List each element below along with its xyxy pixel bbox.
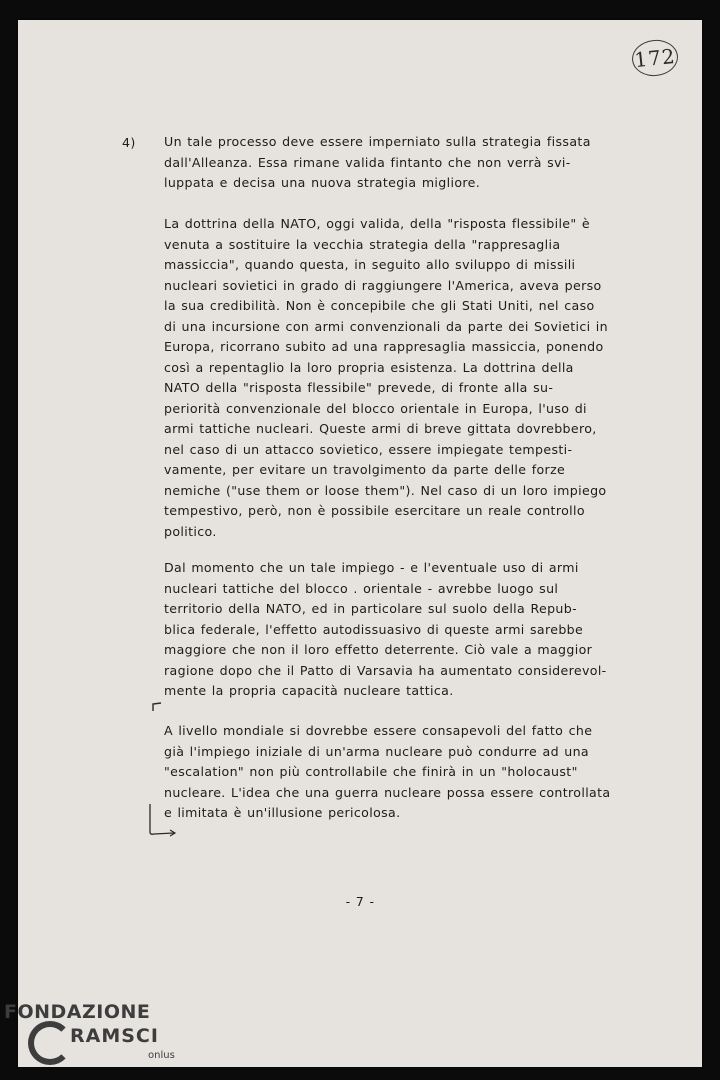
text-line: blica federale, l'effetto autodissuasivo di queste armi sarebbe (164, 621, 584, 637)
text-line: maggiore che non il loro effetto deterrente. Ciò vale a maggior (164, 642, 593, 657)
text-line: mente la propria capacità nucleare tattica. (164, 683, 454, 698)
text-line: periorità convenzionale del blocco orientale in Europa, l'uso di (164, 400, 587, 416)
text-line: nucleari sovietici in grado di raggiungere l'America, aveva perso (164, 277, 602, 293)
paragraph-4 (164, 721, 611, 824)
text-line: "escalation" non più controllabile che finirà in un "holocaust" (164, 764, 578, 779)
text-line: Un tale processo deve essere imperniato sulla strategia fissata (164, 134, 591, 149)
text-line: tempestivo, però, non è possibile esercitare un reale controllo (164, 503, 585, 518)
text-line: nucleari tattiche del blocco . orientale - avrebbe luogo sul (164, 580, 559, 596)
text-line: dall'Alleanza. Essa rimane valida fintanto che non verrà svi- (164, 154, 571, 170)
text-line: così a repentaglio la loro propria esistenza. La dottrina della (164, 359, 574, 375)
text-line: vamente, per evitare un travolgimento da parte delle forze (164, 462, 566, 477)
paragraph-3 (164, 558, 607, 702)
document-page (18, 20, 702, 1067)
text-line: politico. (164, 523, 217, 539)
text-line: NATO della "risposta flessibile" prevede, di fronte alla su- (164, 380, 554, 395)
text-line: già l'impiego iniziale di un'arma nucleare può condurre ad una (164, 743, 590, 759)
text-line: venuta a sostituire la vecchia strategia della "rappresaglia (164, 236, 561, 252)
text-line: e limitata è un'illusione pericolosa. (164, 805, 401, 820)
text-line: la sua credibilità. Non è concepibile che gli Stati Uniti, nel caso (164, 298, 595, 313)
paragraph-2 (164, 214, 608, 542)
text-line: nel caso di un attacco sovietico, essere impiegate tempesti- (164, 441, 573, 457)
text-line: armi tattiche nucleari. Queste armi di breve gittata dovrebbero, (164, 421, 597, 436)
g-logo-icon (28, 1021, 72, 1065)
text-line: nemiche ("use them or loose them"). Nel caso di un loro impiego (164, 482, 607, 498)
handwritten-margin-line (146, 802, 180, 840)
text-line: territorio della NATO, ed in particolare sul suolo della Repub- (164, 601, 577, 616)
text-line: nucleare. L'idea che una guerra nucleare possa essere controllata (164, 784, 611, 800)
text-line: luppata e decisa una nuova strategia migliore. (164, 175, 481, 190)
text-line: Europa, ricorrano subito ad una rappresaglia massiccia, ponendo (164, 339, 604, 354)
watermark-line-2: RAMSCI (70, 1025, 159, 1047)
text-line: La dottrina della NATO, oggi valida, della "risposta flessibile" è (164, 216, 590, 231)
text-line: di una incursione con armi convenzionali da parte dei Sovietici in (164, 318, 608, 334)
text-line: massiccia", quando questa, in seguito allo sviluppo di missili (164, 257, 576, 272)
page-number: - 7 - (345, 894, 375, 909)
fondazione-gramsci-watermark (4, 1001, 194, 1076)
watermark-line-1: FONDAZIONE (4, 1001, 151, 1023)
watermark-suffix: onlus (148, 1050, 175, 1061)
text-line: ragione dopo che il Patto di Varsavia ha aumentato considerevol- (164, 662, 607, 678)
text-line: A livello mondiale si dovrebbe essere consapevoli del fatto che (164, 723, 593, 738)
section-number: 4) (122, 135, 136, 150)
paragraph-1 (164, 132, 602, 194)
text-line: Dal momento che un tale impiego - e l'eventuale uso di armi (164, 560, 579, 575)
handwritten-bracket-mark (151, 702, 163, 712)
archive-number-stamp: 172 (630, 38, 680, 79)
